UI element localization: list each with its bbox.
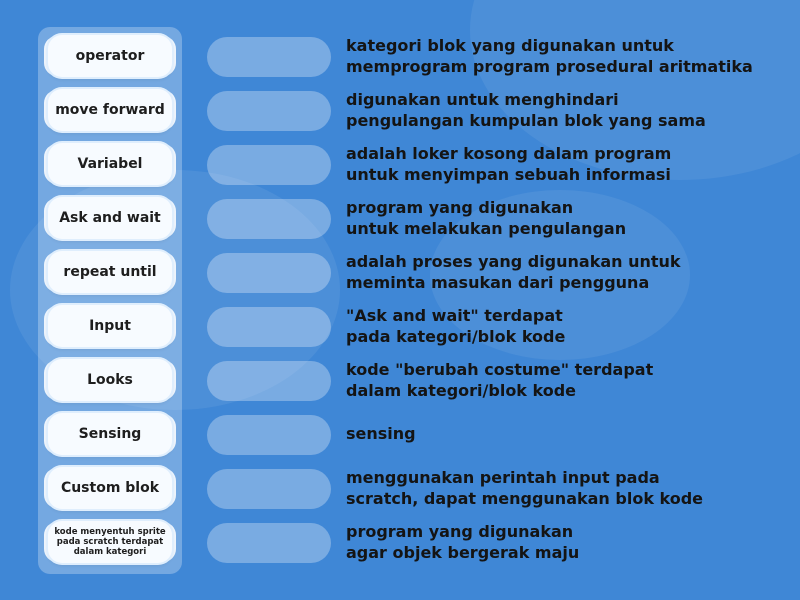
term-tile-sensing[interactable]: Sensing	[48, 413, 172, 455]
definition-line: meminta masukan dari pengguna	[346, 273, 650, 292]
definition-6	[346, 305, 796, 347]
drop-slot-8[interactable]	[207, 415, 331, 455]
definition-line: "Ask and wait" terdapat	[346, 306, 563, 325]
definition-line: adalah loker kosong dalam program	[346, 144, 672, 163]
definition-7	[346, 359, 796, 401]
term-tile-variabel[interactable]: Variabel	[48, 143, 172, 185]
definition-4	[346, 197, 796, 239]
definition-line: untuk melakukan pengulangan	[346, 219, 627, 238]
definition-line: untuk menyimpan sebuah informasi	[346, 165, 671, 184]
drop-slot-10[interactable]	[207, 523, 331, 563]
term-tile-kode-menyentuh-sprite[interactable]: kode menyentuh sprite pada scratch terdapat dalam kategori	[48, 521, 172, 563]
definition-10	[346, 521, 796, 563]
definition-line: pada kategori/blok kode	[346, 327, 566, 346]
term-tile-operator[interactable]: operator	[48, 35, 172, 77]
drop-slot-2[interactable]	[207, 91, 331, 131]
drop-slot-6[interactable]	[207, 307, 331, 347]
term-tile-ask-and-wait[interactable]: Ask and wait	[48, 197, 172, 239]
term-tile-looks[interactable]: Looks	[48, 359, 172, 401]
definition-line: scratch, dapat menggunakan blok kode	[346, 489, 704, 508]
drop-slot-7[interactable]	[207, 361, 331, 401]
definition-2	[346, 89, 796, 131]
definition-line: digunakan untuk menghindari	[346, 90, 619, 109]
drop-slot-4[interactable]	[207, 199, 331, 239]
definition-line: kode "berubah costume" terdapat	[346, 360, 654, 379]
drop-slot-3[interactable]	[207, 145, 331, 185]
definition-5	[346, 251, 796, 293]
definition-line: adalah proses yang digunakan untuk	[346, 252, 681, 271]
definition-3	[346, 143, 796, 185]
definition-line: memprogram program prosedural aritmatika	[346, 57, 753, 76]
drop-slot-9[interactable]	[207, 469, 331, 509]
definition-1	[346, 35, 796, 77]
definition-line: program yang digunakan	[346, 522, 574, 541]
definition-line: pengulangan kumpulan blok yang sama	[346, 111, 706, 130]
term-tile-custom-blok[interactable]: Custom blok	[48, 467, 172, 509]
term-tile-move-forward[interactable]: move forward	[48, 89, 172, 131]
definition-9	[346, 467, 796, 509]
definition-line: dalam kategori/blok kode	[346, 381, 577, 400]
definition-8	[346, 423, 796, 444]
term-tile-input[interactable]: Input	[48, 305, 172, 347]
definition-line: program yang digunakan	[346, 198, 574, 217]
definition-line: sensing	[346, 424, 416, 443]
drop-slot-5[interactable]	[207, 253, 331, 293]
definition-line: menggunakan perintah input pada	[346, 468, 660, 487]
definition-line: agar objek bergerak maju	[346, 543, 580, 562]
term-tile-repeat-until[interactable]: repeat until	[48, 251, 172, 293]
definition-line: kategori blok yang digunakan untuk	[346, 36, 674, 55]
drop-slot-1[interactable]	[207, 37, 331, 77]
